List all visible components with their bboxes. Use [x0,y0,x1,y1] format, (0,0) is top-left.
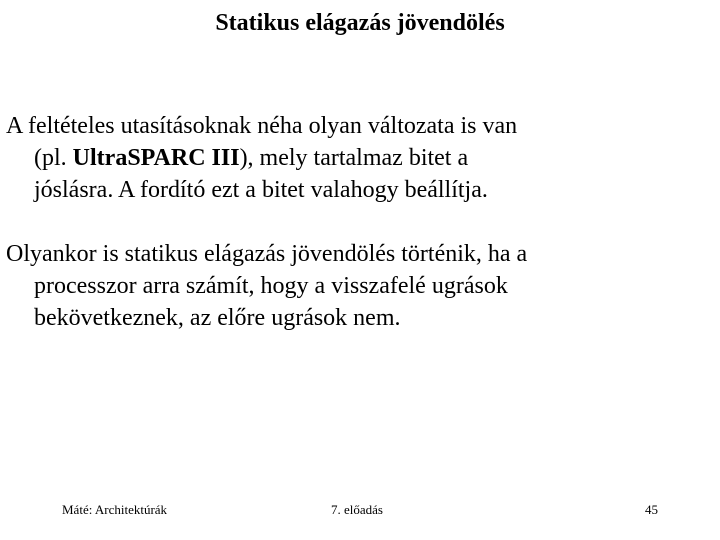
p1-line1: A feltételes utasításoknak néha olyan változata is van [6,113,518,139]
footer-lecture: 7. előadás [331,502,383,517]
p2-line2: processzor arra számít, hogy a visszafelé ugrások [34,273,508,299]
p1-line2-post: ), mely tartalmaz bitet a [239,145,469,171]
p1-bold-term: UltraSPARC III [72,145,240,171]
paragraph-2 [6,238,720,334]
footer-author: Máté: Architektúrák [62,502,168,517]
paragraph-1 [6,110,720,206]
slide-title: Statikus elágazás jövendölés [215,10,505,36]
footer-page-number: 45 [645,502,658,517]
p2-line3: bekövetkeznek, az előre ugrások nem. [34,305,401,331]
p1-line3: jóslásra. A fordító ezt a bitet valahogy beállítja. [34,177,488,203]
p1-line2-pre: (pl. [34,145,73,171]
p2-line1: Olyankor is statikus elágazás jövendölés történik, ha a [6,241,528,267]
